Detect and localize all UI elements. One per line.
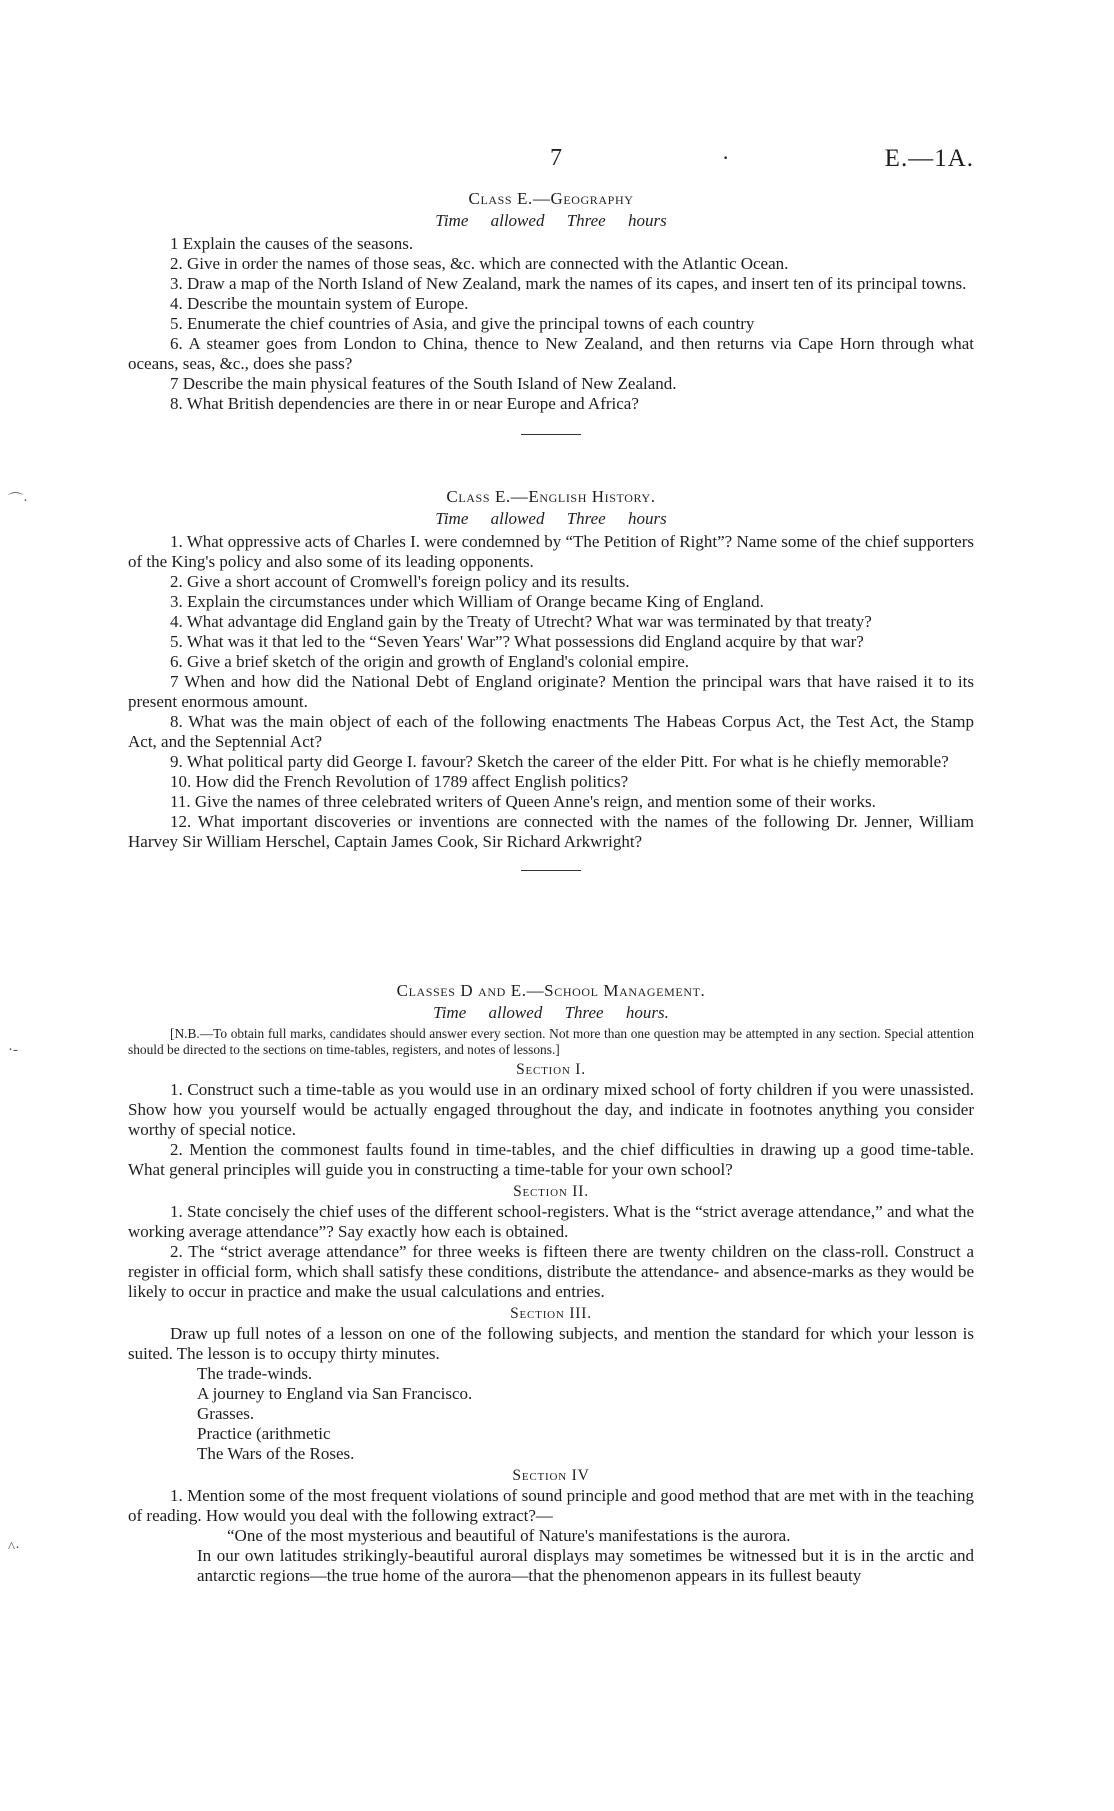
history-question: 1. What oppressive acts of Charles I. were condemned by “The Petition of Right”? Name some of the chief supporters of the King's policy and also some of its leading opponents. bbox=[128, 532, 974, 571]
geography-question: 8. What British dependencies are there in or near Europe and Africa? bbox=[170, 394, 639, 413]
history-question: 5. What was it that led to the “Seven Years' War”? What possessions did England acquire by that war? bbox=[170, 632, 864, 651]
school-title: Classes D and E.—School Management. bbox=[396, 981, 706, 1000]
header-dot: · bbox=[722, 145, 730, 170]
margin-mark-3: ^· bbox=[8, 1540, 21, 1556]
history-time: Time allowed Three hours bbox=[435, 509, 667, 528]
reading-extract-line: “One of the most mysterious and beautiful of Nature's manifestations is the aurora. bbox=[227, 1526, 791, 1545]
history-question: 7 When and how did the National Debt of England originate? Mention the principal wars that have raised it to its present enormous amount. bbox=[128, 672, 974, 711]
section-3-intro: Draw up full notes of a lesson on one of the following subjects, and mention the standard for which your lesson is suited. The lesson is to occupy thirty minutes. bbox=[128, 1324, 974, 1363]
geography-question: 6. A steamer goes from London to China, thence to New Zealand, and then returns via Cape Horn through what oceans, seas, &c., does she pass? bbox=[128, 334, 974, 373]
page-number: 7 bbox=[550, 145, 562, 171]
history-section bbox=[128, 486, 974, 871]
section-2-question: 1. State concisely the chief uses of the different school-registers. What is the “strict average attendance,” and what the working average attendance”? Say exactly how each is obtained. bbox=[128, 1202, 974, 1241]
history-question: 3. Explain the circumstances under which William of Orange became King of England. bbox=[170, 592, 764, 611]
reading-extract-body: In our own latitudes strikingly-beautiful auroral displays may sometimes be witnessed but it is in the arctic and antarctic regions—the true home of the aurora—that the phenomenon appears in its fullest beauty bbox=[197, 1546, 974, 1585]
history-question: 6. Give a brief sketch of the origin and growth of England's colonial empire. bbox=[170, 652, 690, 671]
history-question: 2. Give a short account of Cromwell's foreign policy and its results. bbox=[170, 572, 630, 591]
history-title: Class E.—English History. bbox=[446, 487, 656, 506]
school-time: Time allowed Three hours. bbox=[433, 1003, 669, 1022]
lesson-topic: Practice (arithmetic bbox=[197, 1424, 331, 1443]
section-4-question: 1. Mention some of the most frequent violations of sound principle and good method that are met with in the teaching of reading. How would you deal with the following extract?— bbox=[128, 1486, 974, 1525]
geography-question: 1 Explain the causes of the seasons. bbox=[170, 234, 414, 253]
section-1-heading: Section I. bbox=[516, 1061, 586, 1078]
section-2-question: 2. The “strict average attendance” for three weeks is fifteen there are twenty children on the class-roll. Construct a register in official form, which shall satisfy these conditions, distribute the attendance- and absence-marks as they would be likely to occur in practice and make the usual calculations and entries. bbox=[128, 1242, 974, 1301]
section-2-heading: Section II. bbox=[513, 1183, 589, 1200]
geography-title: Class E.—Geography bbox=[468, 189, 634, 208]
section-3-heading: Section III. bbox=[510, 1305, 592, 1322]
geography-question: 2. Give in order the names of those seas, &c. which are connected with the Atlantic Ocean. bbox=[170, 254, 789, 273]
document-code: E.—1A. bbox=[884, 145, 974, 172]
lesson-topic: The trade-winds. bbox=[197, 1364, 313, 1383]
school-management-section bbox=[128, 980, 974, 1586]
history-question: 11. Give the names of three celebrated writers of Queen Anne's reign, and mention some of their works. bbox=[170, 792, 876, 811]
margin-mark-2: ·‑ bbox=[8, 1042, 18, 1058]
section-divider bbox=[521, 434, 581, 435]
history-question: 12. What important discoveries or inventions are connected with the names of the following Dr. Jenner, William Harvey Sir William Herschel, Captain James Cook, Sir Richard Arkwright? bbox=[128, 812, 974, 851]
geography-question: 5. Enumerate the chief countries of Asia, and give the principal towns of each country bbox=[170, 314, 755, 333]
lesson-topic: A journey to England via San Francisco. bbox=[197, 1384, 473, 1403]
history-question: 8. What was the main object of each of the following enactments The Habeas Corpus Act, the Test Act, the Stamp Act, and the Septennial Act? bbox=[128, 712, 974, 751]
geography-question: 7 Describe the main physical features of the South Island of New Zealand. bbox=[170, 374, 677, 393]
section-1-question: 1. Construct such a time-table as you would use in an ordinary mixed school of forty children if you were unassisted. Show how you yourself would be actually engaged throughout the day, and indicate in footnotes anything you consider worthy of special notice. bbox=[128, 1080, 974, 1139]
section-1-question: 2. Mention the commonest faults found in time-tables, and the chief difficulties in drawing up a good time-table. What general principles will guide you in constructing a time-table for your own school? bbox=[128, 1140, 974, 1179]
history-question: 4. What advantage did England gain by the Treaty of Utrecht? What war was terminated by that treaty? bbox=[170, 612, 872, 631]
history-question: 10. How did the French Revolution of 1789 affect English politics? bbox=[170, 772, 629, 791]
margin-mark-1: ⌒· bbox=[8, 493, 28, 509]
history-question: 9. What political party did George I. favour? Sketch the career of the elder Pitt. For what is he chiefly memorable? bbox=[170, 752, 949, 771]
geography-question: 3. Draw a map of the North Island of New Zealand, mark the names of its capes, and insert ten of its principal towns. bbox=[170, 274, 967, 293]
section-divider bbox=[521, 870, 581, 871]
section-4-heading: Section IV bbox=[512, 1467, 590, 1484]
geography-question: 4. Describe the mountain system of Europe. bbox=[170, 294, 469, 313]
school-note: [N.B.—To obtain full marks, candidates should answer every section. Not more than one question may be attempted in any section. Special attention should be directed to the sections on time-tables, registers, and notes of lessons.] bbox=[128, 1026, 974, 1057]
geography-section bbox=[128, 188, 974, 435]
geography-time: Time allowed Three hours bbox=[435, 211, 667, 230]
lesson-topic: Grasses. bbox=[197, 1404, 255, 1423]
lesson-topic: The Wars of the Roses. bbox=[197, 1444, 355, 1463]
